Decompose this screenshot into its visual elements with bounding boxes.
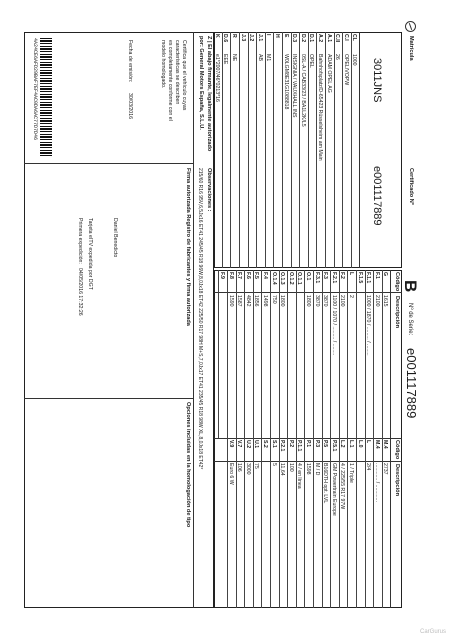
- row-code: F.3: [322, 272, 329, 279]
- row-value: 1498: [262, 295, 269, 307]
- tarjeta-label: Tarjeta eITV expedida por DGT: [87, 218, 93, 290]
- row-code: P.5.1: [330, 440, 337, 452]
- row-code: O.1.4: [270, 272, 277, 285]
- row-value: 1800: [279, 295, 286, 307]
- row-code: F.9: [219, 272, 226, 279]
- table-row: [261, 438, 269, 608]
- row-value: 3000: [244, 463, 251, 475]
- table-row: [253, 438, 261, 608]
- row-value: 2100: [339, 295, 346, 307]
- row-code: F.1.1: [365, 272, 372, 284]
- observaciones-text: 215/60 R16 95V,6,5Jx16 ET41 245/45 R18 96W,8,0Jx18 ET42 225/50 R17 98H M+S,7,0Jx17 ET41 235/45 R18 98W XL,8,0Jx18 ET42*: [197, 168, 203, 470]
- table-row: [222, 32, 230, 268]
- certify-text-2: características se describen: [174, 40, 180, 105]
- table-row: [304, 438, 312, 608]
- row-code: U.2: [244, 440, 251, 449]
- table-row: [227, 270, 235, 438]
- row-code: O.1.3: [279, 272, 286, 285]
- row-code: F.7: [236, 272, 243, 279]
- row-value: 1587: [236, 295, 243, 307]
- row-value: 1100 / 1070 / ......... / ........: [330, 295, 337, 356]
- row-code: P.3: [313, 440, 320, 448]
- table-row: [236, 438, 244, 608]
- row-code: S.1: [270, 440, 277, 448]
- row-code: M.4: [382, 440, 389, 449]
- table-row: [347, 270, 355, 438]
- row-code: L: [348, 272, 355, 276]
- row-value: INSIGNIA / VAUXHALL INS: [291, 54, 298, 118]
- row-code: F.2.1: [330, 272, 337, 284]
- row-value: ADAM OPEL AG: [325, 54, 332, 93]
- firma-label: Firma autorizada Registro de fabricantes y firma autorizada: [185, 168, 191, 326]
- table-row: [296, 270, 304, 438]
- row-code: I: [265, 34, 272, 36]
- row-value: ............ / ............: [373, 463, 380, 502]
- table-row: [325, 32, 333, 268]
- watermark: CarGurus: [419, 629, 446, 635]
- table-row: [244, 438, 252, 608]
- row-code: L.2: [339, 440, 346, 448]
- row-code: D.6: [222, 34, 229, 43]
- table-row: [313, 270, 321, 438]
- col2-desc-header: Descripción: [394, 464, 400, 497]
- table-row: [304, 270, 312, 438]
- table-row: [299, 32, 307, 268]
- table-row: [356, 270, 364, 438]
- table-row: [244, 270, 252, 438]
- table-row: [279, 438, 287, 608]
- table-row: [296, 438, 304, 608]
- certificado-label: Certificado Nº: [408, 168, 414, 205]
- row-value: e1*2007/46*0213*16: [213, 54, 220, 102]
- serie-value: e001117889: [404, 348, 419, 419]
- row-code: H: [274, 34, 281, 38]
- row-code: D.1: [308, 34, 315, 43]
- table-row: [313, 438, 321, 608]
- table-row: [316, 32, 324, 268]
- table-row: [218, 270, 226, 438]
- row-value: 3870: [313, 295, 320, 307]
- table-row: [230, 32, 238, 268]
- table-row: [279, 270, 287, 438]
- primera-label: Primera expedición:: [77, 218, 83, 264]
- row-code: A.2: [317, 34, 324, 43]
- table-row: [270, 270, 278, 438]
- row-value: 1856: [253, 295, 260, 307]
- row-value: 2737: [382, 463, 389, 475]
- row-value: 4 / 225/55 R17 97W: [339, 463, 346, 510]
- table-row: [351, 32, 359, 268]
- row-value: M1: [265, 54, 272, 62]
- row-value: OPEL: [308, 54, 315, 68]
- row-code: P.2: [287, 440, 294, 448]
- row-code: L: [365, 440, 372, 444]
- table-row: [330, 270, 338, 438]
- row-code: L.1: [348, 440, 355, 448]
- row-code: V.7: [236, 440, 243, 448]
- observaciones-label: Observaciones :: [206, 168, 212, 212]
- row-value: 26: [334, 54, 341, 60]
- table-row: [265, 32, 273, 268]
- row-value: AB: [256, 54, 263, 61]
- col1-code-header: Código: [394, 272, 400, 292]
- row-value: 750: [270, 295, 277, 304]
- table-row: [287, 270, 295, 438]
- table-row: [256, 32, 264, 268]
- row-code: F.8: [227, 272, 234, 279]
- row-code: K: [213, 34, 220, 38]
- opel-logo-icon: [405, 21, 416, 32]
- row-code: P.1: [305, 440, 312, 448]
- legal-line-1: Z | El abajo firmante, legalmente autorizado: [206, 36, 212, 152]
- row-code: M.4: [373, 440, 380, 449]
- document-hash: 4A24CE6AFD29BAF7EF4AC0DA6AC77D7D46: [32, 38, 38, 141]
- row-code: C.I: [342, 34, 349, 41]
- row-code: O.1: [305, 272, 312, 281]
- row-value: 4842: [244, 295, 251, 307]
- row-code: C.II: [334, 34, 341, 43]
- big-letter: B: [401, 280, 420, 293]
- row-code: D.2: [299, 34, 306, 43]
- row-code: CL: [351, 34, 358, 41]
- row-code: A.1: [325, 34, 332, 43]
- col2-code-header: Código: [394, 440, 400, 460]
- row-code: P.5: [322, 440, 329, 448]
- row-value: 1800: [305, 295, 312, 307]
- row-code: E: [282, 34, 289, 38]
- row-value: Bahnhofsplatz/D-65423 Rüsselsheim am Main: [317, 54, 324, 161]
- row-value: 11,64: [279, 463, 286, 476]
- row-code: R: [231, 34, 238, 38]
- matricula-value: 3011JNS: [371, 58, 383, 103]
- row-value: 0SL-A / CAB33/23 / BA1L2K/L5: [299, 54, 306, 127]
- row-code: F.2: [339, 272, 346, 279]
- itv-card-document: [10, 18, 422, 618]
- row-value: OPEL/VOPW: [342, 54, 349, 86]
- table-row: [270, 438, 278, 608]
- certify-text-1: Certifica que el vehículo cuyas: [181, 40, 187, 111]
- row-value: 1598: [305, 463, 312, 475]
- table-row: [236, 270, 244, 438]
- row-value: 1615: [382, 295, 389, 307]
- row-code: F.4: [262, 272, 269, 279]
- table-row: [261, 270, 269, 438]
- row-value: 106: [236, 463, 243, 472]
- table-row: [365, 438, 373, 608]
- table-row: [365, 270, 373, 438]
- primera-value: 04/05/2016 17:32:26: [77, 268, 83, 316]
- table-row: [273, 32, 281, 268]
- certify-text-4: modelo homologado.: [160, 40, 166, 89]
- row-value: GM Powertrain Europe: [330, 463, 337, 516]
- row-code: F.5: [253, 272, 260, 279]
- certify-text-3: es completamente conforme con el: [167, 40, 173, 121]
- certificado-value: e001117889: [371, 166, 383, 226]
- table-row: [213, 32, 221, 268]
- row-code: J.2: [248, 34, 255, 42]
- row-code: P.1.1: [296, 440, 303, 452]
- opciones-label: Opciones incluidas en la homologación de tipo: [185, 402, 191, 528]
- row-value: M / D: [313, 463, 320, 476]
- row-value: 5: [270, 463, 277, 466]
- table-row: [382, 438, 390, 608]
- table-row: [347, 438, 355, 608]
- signer-name: Daniel Benedicto: [112, 218, 118, 258]
- table-row: [322, 438, 330, 608]
- row-value: 100: [287, 463, 294, 472]
- table-row: [248, 32, 256, 268]
- row-value: 4 / en línea: [296, 463, 303, 489]
- row-value: 2100: [373, 295, 380, 307]
- row-code: U.1: [253, 440, 260, 449]
- row-value: Euro 6 W: [227, 463, 234, 485]
- row-value: 3870: [322, 295, 329, 307]
- table-row: [239, 32, 247, 268]
- fecha-label: Fecha de emisión:: [127, 40, 133, 83]
- row-value: B16DTH opt. LVL: [322, 463, 329, 504]
- row-code: O.1.1: [296, 272, 303, 285]
- row-code: F.1: [373, 272, 380, 279]
- table-row: [339, 438, 347, 608]
- matricula-label: Matrícula: [408, 36, 414, 61]
- table-row: [382, 270, 390, 438]
- barcode-icon: [40, 38, 52, 158]
- row-value: 1 / Triple: [348, 463, 355, 483]
- table-row: [253, 270, 261, 438]
- legal-line-2: por: General Motors España, S.L.U.: [198, 36, 204, 130]
- table-row: [330, 438, 338, 608]
- row-value: 1590: [227, 295, 234, 307]
- row-code: J.1: [256, 34, 263, 42]
- table-row: [373, 270, 381, 438]
- table-row: [373, 438, 381, 608]
- row-value: 1000: [351, 54, 358, 66]
- row-code: S.2: [262, 440, 269, 448]
- row-code: D.3: [291, 34, 298, 43]
- table-row: [342, 32, 350, 268]
- row-value: EEE: [222, 54, 229, 65]
- fecha-value: 30/03/2016: [127, 93, 133, 119]
- table-row: [287, 438, 295, 608]
- table-row: [282, 32, 290, 268]
- col1-desc-header: Descripción: [394, 296, 400, 329]
- row-code: L.0: [356, 440, 363, 448]
- serie-label: Nº de Serie:: [407, 303, 413, 336]
- table-row: [291, 32, 299, 268]
- row-value: 2/4: [365, 463, 372, 471]
- table-row: [334, 32, 342, 268]
- row-code: V.9: [227, 440, 234, 448]
- row-code: P.2.1: [279, 440, 286, 452]
- table-row: [356, 438, 364, 608]
- row-value: 75: [253, 463, 260, 469]
- row-value: NE: [231, 54, 238, 62]
- table-row: [339, 270, 347, 438]
- row-code: F.6: [244, 272, 251, 279]
- row-value: 2: [348, 295, 355, 298]
- row-value: W0LGM8E31G1088818: [282, 54, 289, 110]
- row-code: O.1.2: [287, 272, 294, 285]
- table-row: [322, 270, 330, 438]
- row-code: F.1.5: [356, 272, 363, 284]
- table-row: [227, 438, 235, 608]
- row-code: G: [382, 272, 389, 277]
- row-code: F.3.1: [313, 272, 320, 284]
- row-code: J.3: [239, 34, 246, 42]
- table-row: [308, 32, 316, 268]
- row-value: 1000 / 1870 / ......... / ........: [365, 295, 372, 356]
